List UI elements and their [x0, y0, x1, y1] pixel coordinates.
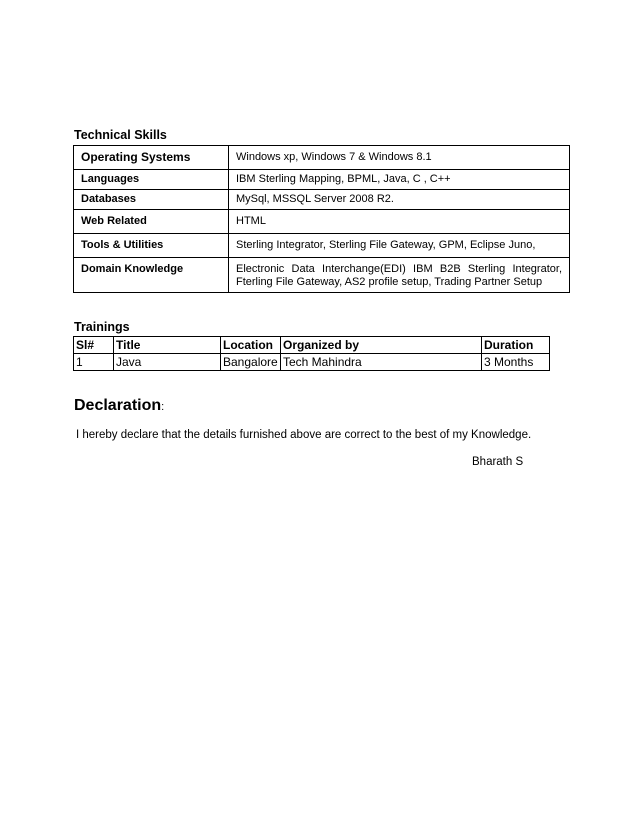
skill-value: Windows xp, Windows 7 & Windows 8.1	[229, 146, 570, 170]
table-row	[74, 258, 570, 293]
column-header: Duration	[482, 337, 550, 354]
column-header: Location	[221, 337, 281, 354]
table-row	[74, 146, 570, 170]
column-header: Organized by	[281, 337, 482, 354]
table-row	[74, 210, 570, 234]
skill-label: Databases	[74, 190, 229, 210]
table-cell: Bangalore	[221, 354, 281, 371]
trainings-table	[73, 336, 550, 371]
column-header: Title	[114, 337, 221, 354]
technical-skills-heading: Technical Skills	[74, 128, 167, 142]
skill-value: HTML	[229, 210, 570, 234]
skill-label: Web Related	[74, 210, 229, 234]
declaration-heading-text: Declaration	[74, 397, 162, 414]
declaration-text: I hereby declare that the details furnished above are correct to the best of my Knowledge.	[76, 429, 532, 441]
table-cell: 1	[74, 354, 114, 371]
skill-value: MySql, MSSQL Server 2008 R2.	[229, 190, 570, 210]
table-cell: Java	[114, 354, 221, 371]
table-header-row	[74, 337, 550, 354]
column-header: Sl#	[74, 337, 114, 354]
skill-label: Operating Systems	[74, 146, 229, 170]
table-cell: 3 Months	[482, 354, 550, 371]
declaration-colon: :	[161, 401, 165, 413]
signature-name: Bharath S	[472, 456, 524, 468]
skill-value: IBM Sterling Mapping, BPML, Java, C , C++	[229, 170, 570, 190]
trainings-heading: Trainings	[74, 320, 130, 334]
table-row	[74, 354, 550, 371]
technical-skills-table	[73, 145, 570, 293]
table-cell: Tech Mahindra	[281, 354, 482, 371]
skill-value: Sterling Integrator, Sterling File Gateway, GPM, Eclipse Juno,	[229, 234, 570, 258]
declaration-heading	[74, 396, 164, 417]
table-row	[74, 170, 570, 190]
skill-label: Tools & Utilities	[74, 234, 229, 258]
skill-label: Languages	[74, 170, 229, 190]
table-row	[74, 190, 570, 210]
skill-label: Domain Knowledge	[74, 258, 229, 293]
skill-value: Electronic Data Interchange(EDI) IBM B2B Sterling Integrator, Fterling File Gateway, AS2 profile setup, Trading Partner Setup	[229, 258, 570, 293]
table-row	[74, 234, 570, 258]
